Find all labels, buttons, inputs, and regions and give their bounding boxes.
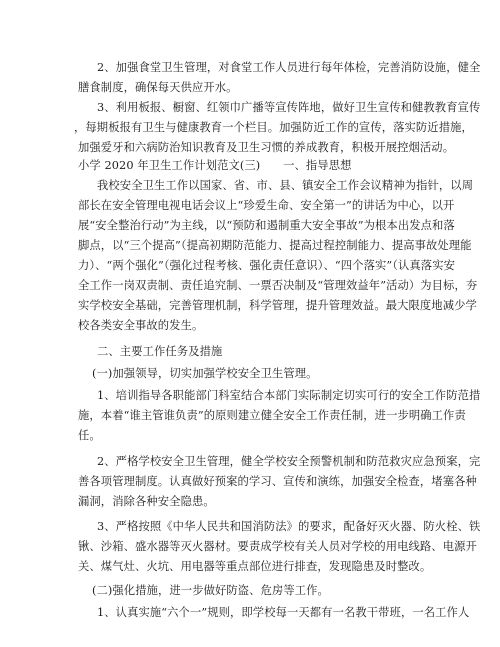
text-line: 锹、沙箱、盛水器等灭火器材。要责成学校有关人员对学校的用电线路、电源开 [78, 540, 477, 553]
subsection-heading: (一)加强领导，切实加强学校安全卫生管理。 [92, 367, 318, 380]
text-line: 膳食制度，确保每天供应开水。 [78, 81, 238, 94]
text-line: 我校安全卫生工作以国家、省、市、县、镇安全工作会议精神为指针，以周 [97, 179, 474, 192]
text-line: 力）、“两个强化”（强化过程考核、强化责任意识）、“四个落实”（认真落实安 [78, 259, 456, 272]
text-line: 任。 [78, 429, 101, 442]
text-line: 3、利用板报、橱窗、红领巾广播等宣传阵地，做好卫生宣传和健教教育宣传 [97, 101, 481, 114]
text-line: 校各类安全事故的发生。 [78, 319, 204, 332]
text-line: 施，本着“谁主管谁负责”的原则建立健全安全工作责任制，进一步明确工作责 [78, 409, 466, 422]
text-line: 3、严格按照《中华人民共和国消防法》的要求，配备好灭火器、防火栓、铁 [97, 520, 481, 533]
text-line: 漏洞，消除各种安全隐患。 [78, 495, 215, 508]
text-line: 脚点，以“三个提高”（提高初期防范能力、提高过程控制能力、提高事故处理能 [78, 239, 472, 252]
text-line: 2、严格学校安全卫生管理，健全学校安全预警机制和防范救灾应急预案，完 [97, 455, 481, 468]
text-line: 部长在安全管理电视电话会议上“珍爱生命、安全第一”的讲话为中心，以开 [78, 199, 455, 212]
text-line: 善各项管理制度。认真做好预案的学习、宣传和演练，加强安全检查，堵塞各种 [78, 475, 477, 488]
text-line: 加强爱牙和六病防治知识教育及卫生习惯的养成教育，积极开展控烟活动。 [78, 141, 455, 154]
section-heading: 小学 2020 年卫生工作计划范文(三) 一、指导思想 [78, 159, 352, 172]
section-heading: 二、主要工作任务及措施 [97, 345, 223, 358]
text-line: 展“安全整治行动”为主线，以“预防和遏制重大安全事故”为根本出发点和落 [78, 219, 455, 232]
text-line: ，每期板报有卫生与健康教育一个栏目。加强防近工作的宣传，落实防近措施， [74, 121, 473, 134]
text-line: 关、煤气灶、火坑、用电器等重点部位进行排查，发现隐患及时整改。 [78, 560, 432, 573]
text-line: 2、加强食堂卫生管理，对食堂工作人员进行每年体检，完善消防设施，健全 [97, 61, 481, 74]
text-line: 实学校安全基础，完善管理机制，科学管理，提升管理效益。最大限度地减少学 [78, 299, 477, 312]
text-line: 1、培训指导各职能部门科室结合本部门实际制定切实可行的安全工作防范措 [97, 389, 481, 402]
subsection-heading: (二)强化措施，进一步做好防盗、危房等工作。 [92, 584, 329, 597]
text-line: 1、认真实施“六个一”规则，即学校每一天都有一名教干带班，一名工作人 [97, 606, 470, 619]
text-line: 全工作一岗双责制、责任追究制、一票否决制及“管理效益年”活动）为目标，夯 [78, 279, 478, 292]
